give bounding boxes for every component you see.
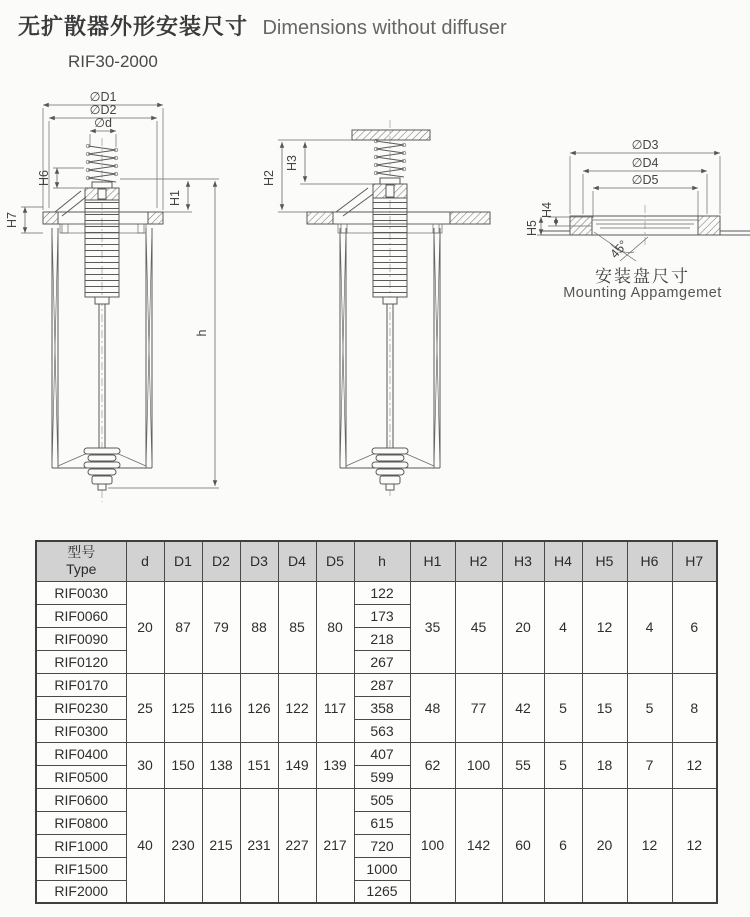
dim-cell-H3: 20 xyxy=(502,581,544,673)
dim-cell-D4: 122 xyxy=(278,673,316,742)
dim-cell-H2: 77 xyxy=(455,673,502,742)
dim-cell-H5: 20 xyxy=(582,788,627,903)
top-plate xyxy=(352,130,430,140)
drawing-mounting-plate xyxy=(525,128,750,263)
dim-label-d2: ∅D2 xyxy=(89,103,117,117)
dim-cell-D1: 87 xyxy=(164,581,202,673)
h-cell: 358 xyxy=(354,696,410,719)
h-cell: 287 xyxy=(354,673,410,696)
drain-bellows xyxy=(372,448,408,490)
col-header-d: d xyxy=(126,541,164,581)
type-cell: RIF2000 xyxy=(36,880,126,903)
type-cell: RIF0060 xyxy=(36,604,126,627)
col-header-D4: D4 xyxy=(278,541,316,581)
dim-label-angle: 45° xyxy=(607,237,631,262)
dim-h7 xyxy=(5,207,43,233)
type-cell: RIF0300 xyxy=(36,719,126,742)
h-cell: 1000 xyxy=(354,857,410,880)
dim-cell-D1: 230 xyxy=(164,788,202,903)
dim-cell-D2: 138 xyxy=(202,742,240,788)
type-cell: RIF0230 xyxy=(36,696,126,719)
col-header-type xyxy=(36,541,126,581)
dim-label-h5: H5 xyxy=(525,220,539,236)
dim-cell-d: 25 xyxy=(126,673,164,742)
drawing-filter-free-view xyxy=(5,85,260,510)
col-header-type-en: Type xyxy=(66,561,97,578)
h-cell: 267 xyxy=(354,650,410,673)
dim-label-d3: ∅D3 xyxy=(631,138,659,152)
dim-cell-D5: 217 xyxy=(316,788,354,903)
dim-cell-H4: 6 xyxy=(544,788,582,903)
type-cell: RIF0500 xyxy=(36,765,126,788)
page-title xyxy=(18,10,507,41)
h-cell: 173 xyxy=(354,604,410,627)
dim-cell-H6: 5 xyxy=(627,673,672,742)
dim-cell-H1: 35 xyxy=(410,581,455,673)
dim-cell-H6: 12 xyxy=(627,788,672,903)
dim-label-d1: ∅D1 xyxy=(89,90,117,104)
dim-label-h: h xyxy=(195,329,209,337)
h-cell: 218 xyxy=(354,627,410,650)
dim-cell-D4: 85 xyxy=(278,581,316,673)
dim-label-h1: H1 xyxy=(168,190,182,206)
filter-element xyxy=(373,198,407,297)
dim-cell-D3: 126 xyxy=(240,673,278,742)
h-cell: 563 xyxy=(354,719,410,742)
dim-cell-H3: 55 xyxy=(502,742,544,788)
dim-label-d4: ∅D4 xyxy=(631,156,659,170)
dim-cell-D4: 149 xyxy=(278,742,316,788)
dim-cell-D5: 117 xyxy=(316,673,354,742)
dim-cell-D5: 80 xyxy=(316,581,354,673)
dim-h xyxy=(108,181,219,488)
col-header-H2: H2 xyxy=(455,541,502,581)
col-header-H5: H5 xyxy=(582,541,627,581)
dim-cell-H3: 42 xyxy=(502,673,544,742)
page-title-en: Dimensions without diffuser xyxy=(262,17,507,39)
mounting-caption-zh: 安装盘尺寸 xyxy=(595,267,690,286)
dim-cell-H1: 62 xyxy=(410,742,455,788)
dim-h1 xyxy=(120,179,219,212)
dim-label-h6: H6 xyxy=(37,170,51,186)
dim-d xyxy=(90,116,116,147)
dim-cell-H1: 100 xyxy=(410,788,455,903)
dim-label-h3: H3 xyxy=(285,155,299,171)
col-header-H4: H4 xyxy=(544,541,582,581)
h-cell: 407 xyxy=(354,742,410,765)
dim-cell-H4: 5 xyxy=(544,673,582,742)
h-cell: 122 xyxy=(354,581,410,604)
dim-cell-H7: 12 xyxy=(672,742,717,788)
h-cell: 720 xyxy=(354,834,410,857)
type-cell: RIF0600 xyxy=(36,788,126,811)
type-cell: RIF0170 xyxy=(36,673,126,696)
type-cell: RIF1000 xyxy=(36,834,126,857)
dim-cell-D2: 215 xyxy=(202,788,240,903)
dim-label-h7: H7 xyxy=(5,212,19,228)
dim-cell-H6: 4 xyxy=(627,581,672,673)
dim-cell-D3: 151 xyxy=(240,742,278,788)
dim-label-h4: H4 xyxy=(540,202,554,218)
dim-cell-H1: 48 xyxy=(410,673,455,742)
dim-cell-H4: 4 xyxy=(544,581,582,673)
drawing-filter-installed-view xyxy=(260,105,500,505)
dim-cell-D1: 125 xyxy=(164,673,202,742)
dim-cell-H5: 18 xyxy=(582,742,627,788)
h-cell: 615 xyxy=(354,811,410,834)
dim-cell-H3: 60 xyxy=(502,788,544,903)
dim-cell-D4: 227 xyxy=(278,788,316,903)
chamfer-annotation xyxy=(594,232,648,261)
dim-cell-H2: 142 xyxy=(455,788,502,903)
col-header-H3: H3 xyxy=(502,541,544,581)
dim-label-h2: H2 xyxy=(262,170,276,186)
model-range-label: RIF30-2000 xyxy=(68,52,158,71)
type-cell: RIF0400 xyxy=(36,742,126,765)
type-cell: RIF0090 xyxy=(36,627,126,650)
dim-label-d: ∅d xyxy=(94,116,112,130)
dim-h3 xyxy=(285,142,373,184)
dim-cell-D5: 139 xyxy=(316,742,354,788)
dim-h6 xyxy=(37,168,84,188)
dim-cell-H7: 8 xyxy=(672,673,717,742)
col-header-h: h xyxy=(354,541,410,581)
plate-section xyxy=(540,205,750,248)
table-row xyxy=(36,673,717,696)
h-cell: 505 xyxy=(354,788,410,811)
type-cell: RIF0120 xyxy=(36,650,126,673)
dim-cell-H2: 100 xyxy=(455,742,502,788)
dim-h5 xyxy=(525,217,570,236)
dim-cell-D2: 79 xyxy=(202,581,240,673)
table-header xyxy=(36,541,717,581)
mounting-caption-en: Mounting Appamgemet xyxy=(563,285,722,301)
dim-cell-d: 40 xyxy=(126,788,164,903)
type-cell: RIF0030 xyxy=(36,581,126,604)
col-header-D1: D1 xyxy=(164,541,202,581)
dim-h2 xyxy=(262,140,352,212)
dim-d5 xyxy=(593,173,698,218)
col-header-D5: D5 xyxy=(316,541,354,581)
drain-bellows xyxy=(84,448,120,490)
col-header-H7: H7 xyxy=(672,541,717,581)
table-row xyxy=(36,581,717,604)
head-assembly xyxy=(373,178,407,198)
dim-cell-H6: 7 xyxy=(627,742,672,788)
dim-cell-D1: 150 xyxy=(164,742,202,788)
type-cell: RIF0800 xyxy=(36,811,126,834)
dim-cell-H7: 6 xyxy=(672,581,717,673)
filter-element xyxy=(85,200,119,297)
dim-cell-D2: 116 xyxy=(202,673,240,742)
h-cell: 599 xyxy=(354,765,410,788)
col-header-H6: H6 xyxy=(627,541,672,581)
dim-cell-d: 30 xyxy=(126,742,164,788)
table-row xyxy=(36,788,717,811)
col-header-D3: D3 xyxy=(240,541,278,581)
dim-cell-H7: 12 xyxy=(672,788,717,903)
dim-label-d5: ∅D5 xyxy=(631,173,659,187)
page-title-zh: 无扩散器外形安装尺寸 xyxy=(18,14,249,39)
head-assembly xyxy=(85,182,119,200)
h-cell: 1265 xyxy=(354,880,410,903)
dim-cell-H4: 5 xyxy=(544,742,582,788)
dim-cell-d: 20 xyxy=(126,581,164,673)
dim-cell-H2: 45 xyxy=(455,581,502,673)
col-header-D2: D2 xyxy=(202,541,240,581)
dim-cell-D3: 88 xyxy=(240,581,278,673)
col-header-H1: H1 xyxy=(410,541,455,581)
col-header-type-zh: 型号 xyxy=(67,544,96,561)
type-cell: RIF1500 xyxy=(36,857,126,880)
dimensions-table xyxy=(35,540,718,904)
dim-cell-H5: 15 xyxy=(582,673,627,742)
dim-cell-H5: 12 xyxy=(582,581,627,673)
table-row xyxy=(36,742,717,765)
dim-cell-D3: 231 xyxy=(240,788,278,903)
